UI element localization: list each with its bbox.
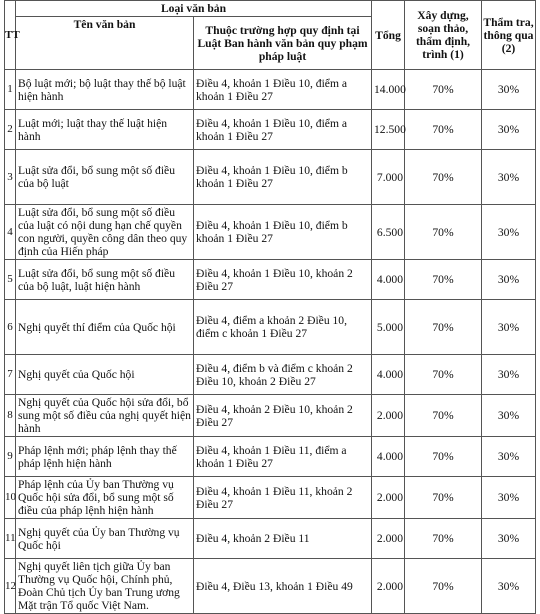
row-xay-dung: 70% (405, 110, 482, 150)
row-tham-tra: 30% (482, 70, 536, 110)
row-tt: 4 (5, 205, 16, 260)
row-case: Điều 4, khoản 1 Điều 10, điểm a khoản 1 Điều 27 (194, 70, 372, 110)
row-name: Bộ luật mới; bộ luật thay thế bộ luật hiện hành (16, 70, 194, 110)
row-xay-dung: 70% (405, 260, 482, 300)
row-total: 7.000 (372, 150, 405, 205)
row-case: Điều 4, khoản 2 Điều 11 (194, 519, 372, 559)
table-row (5, 260, 536, 300)
row-name: Nghị quyết của Quốc hội sửa đổi, bổ sung một số điều của nghị quyết hiện hành (16, 395, 194, 437)
row-name: Nghị quyết thí điểm của Quốc hội (16, 300, 194, 355)
row-tt: 8 (5, 395, 16, 437)
table-row (5, 437, 536, 477)
row-tt: 3 (5, 150, 16, 205)
header-loai-van-ban: Loại văn bản (16, 1, 372, 17)
row-name: Nghị quyết của Quốc hội (16, 355, 194, 395)
row-case: Điều 4, khoản 1 Điều 11, khoản 2 Điều 27 (194, 477, 372, 519)
row-case: Điều 4, khoản 1 Điều 11, điểm a khoản 1 Điều 27 (194, 437, 372, 477)
row-xay-dung: 70% (405, 300, 482, 355)
row-tham-tra: 30% (482, 519, 536, 559)
row-tham-tra: 30% (482, 559, 536, 614)
row-case: Điều 4, khoản 1 Điều 10, khoản 2 Điều 27 (194, 260, 372, 300)
row-tt: 10 (5, 477, 16, 519)
budget-allocation-table (4, 0, 536, 614)
table-row (5, 477, 536, 519)
table-body (5, 70, 536, 614)
header-tong: Tổng (372, 1, 405, 70)
row-total: 2.000 (372, 559, 405, 614)
row-xay-dung: 70% (405, 559, 482, 614)
row-name: Nghị quyết liên tịch giữa Ủy ban Thường vụ Quốc hội, Chính phủ, Đoàn Chủ tịch Ủy ban Trung ương Mặt trận Tổ quốc Việt Nam. (16, 559, 194, 614)
row-tt: 9 (5, 437, 16, 477)
row-name: Luật sửa đổi, bổ sung một số điều của luật có nội dung hạn chế quyền con người, quyền công dân theo quy định của Hiến pháp (16, 205, 194, 260)
row-tham-tra: 30% (482, 150, 536, 205)
row-case: Điều 4, điểm a khoản 2 Điều 10, điểm c khoản 1 Điều 27 (194, 300, 372, 355)
row-xay-dung: 70% (405, 477, 482, 519)
row-case: Điều 4, Điều 13, khoản 1 Điều 49 (194, 559, 372, 614)
row-total: 4.000 (372, 260, 405, 300)
header-thuoc-truong-hop: Thuộc trường hợp quy định tại Luật Ban hành văn bản quy phạm pháp luật (194, 17, 372, 70)
row-total: 4.000 (372, 355, 405, 395)
table-row (5, 205, 536, 260)
row-case: Điều 4, điểm b và điểm c khoản 2 Điều 10, khoản 2 Điều 27 (194, 355, 372, 395)
row-tt: 12 (5, 559, 16, 614)
row-tt: 5 (5, 260, 16, 300)
row-case: Điều 4, khoản 2 Điều 10, khoản 2 Điều 27 (194, 395, 372, 437)
row-name: Luật mới; luật thay thế luật hiện hành (16, 110, 194, 150)
table-row (5, 559, 536, 614)
table-row (5, 355, 536, 395)
row-case: Điều 4, khoản 1 Điều 10, điểm a khoản 1 Điều 27 (194, 110, 372, 150)
row-xay-dung: 70% (405, 70, 482, 110)
table-header (5, 1, 536, 70)
row-total: 6.500 (372, 205, 405, 260)
row-xay-dung: 70% (405, 355, 482, 395)
row-tham-tra: 30% (482, 110, 536, 150)
row-xay-dung: 70% (405, 437, 482, 477)
header-ten-van-ban: Tên văn bản (16, 17, 194, 70)
row-tham-tra: 30% (482, 260, 536, 300)
row-tt: 1 (5, 70, 16, 110)
row-tham-tra: 30% (482, 395, 536, 437)
row-xay-dung: 70% (405, 150, 482, 205)
table-row (5, 150, 536, 205)
table-row (5, 300, 536, 355)
row-total: 14.000 (372, 70, 405, 110)
row-case: Điều 4, khoản 1 Điều 10, điểm b khoản 1 Điều 27 (194, 150, 372, 205)
row-name: Luật sửa đổi, bổ sung một số điều của bộ luật (16, 150, 194, 205)
row-name: Nghị quyết của Ủy ban Thường vụ Quốc hội (16, 519, 194, 559)
row-xay-dung: 70% (405, 395, 482, 437)
row-total: 5.000 (372, 300, 405, 355)
row-name: Pháp lệnh mới; pháp lệnh thay thế pháp lệnh hiện hành (16, 437, 194, 477)
row-tt: 6 (5, 300, 16, 355)
row-name: Pháp lệnh của Ủy ban Thường vụ Quốc hội sửa đổi, bổ sung một số điều của pháp lệnh hiện hành (16, 477, 194, 519)
row-tham-tra: 30% (482, 300, 536, 355)
row-tham-tra: 30% (482, 477, 536, 519)
row-tt: 7 (5, 355, 16, 395)
row-total: 2.000 (372, 477, 405, 519)
row-xay-dung: 70% (405, 519, 482, 559)
row-tham-tra: 30% (482, 437, 536, 477)
row-total: 2.000 (372, 519, 405, 559)
row-name: Luật sửa đổi, bổ sung một số điều của bộ luật, luật hiện hành (16, 260, 194, 300)
table-row (5, 519, 536, 559)
header-tt: TT (5, 1, 16, 70)
table-row (5, 395, 536, 437)
row-tt: 2 (5, 110, 16, 150)
row-total: 12.500 (372, 110, 405, 150)
header-row-1 (5, 1, 536, 17)
row-tham-tra: 30% (482, 355, 536, 395)
row-xay-dung: 70% (405, 205, 482, 260)
row-total: 4.000 (372, 437, 405, 477)
table-row (5, 110, 536, 150)
table-row (5, 70, 536, 110)
row-total: 2.000 (372, 395, 405, 437)
header-tham-tra: Thẩm tra, thông qua (2) (482, 1, 536, 70)
row-tt: 11 (5, 519, 16, 559)
header-xay-dung: Xây dựng, soạn thảo, thẩm định, trình (1) (405, 1, 482, 70)
row-tham-tra: 30% (482, 205, 536, 260)
row-case: Điều 4, khoản 1 Điều 10, điểm b khoản 1 Điều 27 (194, 205, 372, 260)
